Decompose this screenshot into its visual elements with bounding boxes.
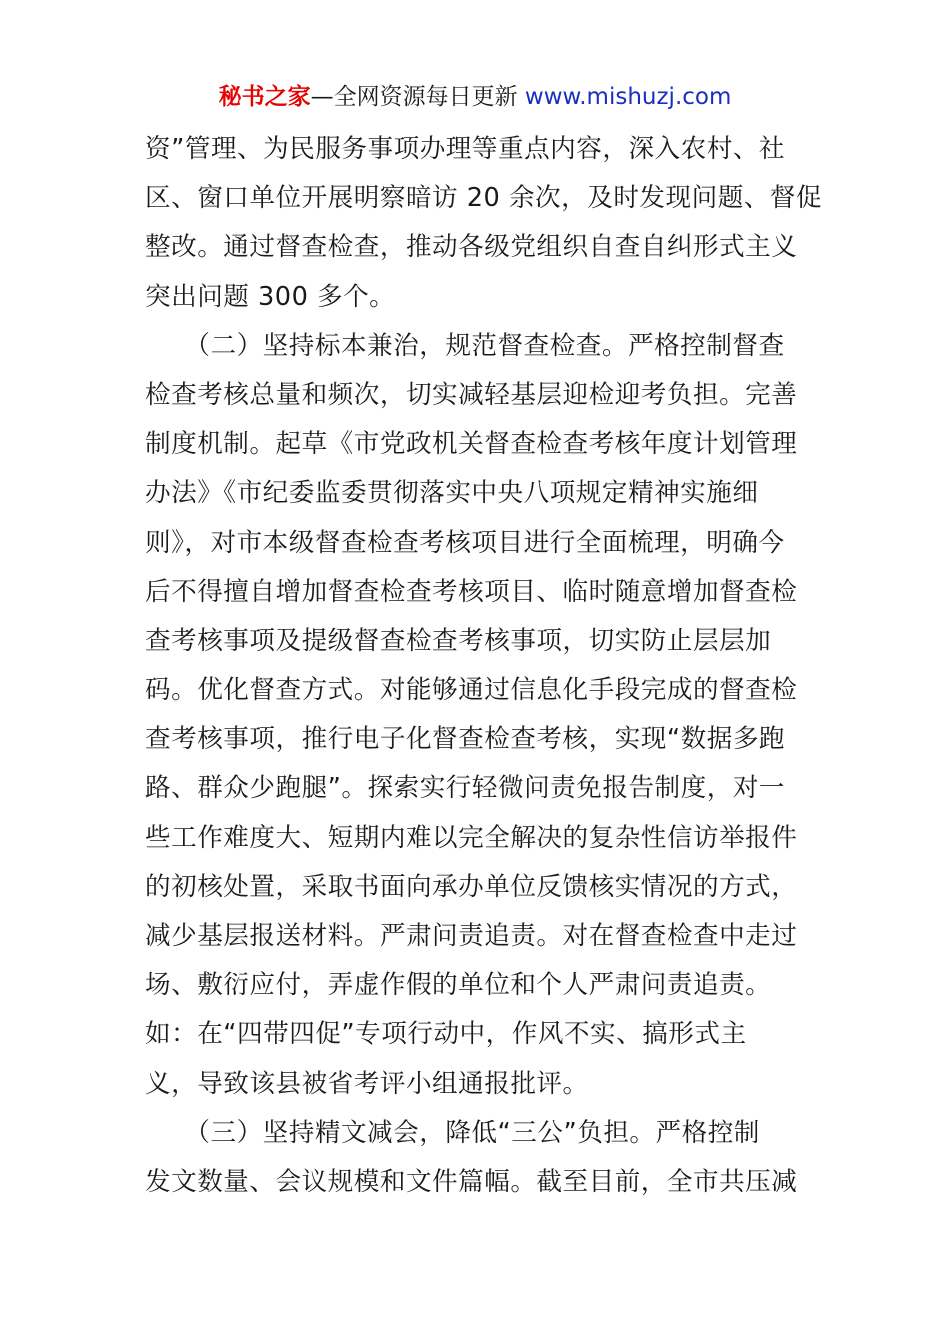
text-line: 办法》《市纪委监委贯彻落实中央八项规定精神实施细 <box>145 478 759 509</box>
text-line: 后不得擅自增加督查检查考核项目、临时随意增加督查检 <box>145 576 798 607</box>
text-line: 些工作难度大、短期内难以完全解决的复杂性信访举报件 <box>145 822 798 853</box>
text-line: 路、群众少跑腿”。探索实行轻微问责免报告制度，对一 <box>145 773 786 804</box>
text-line: 发文数量、会议规模和文件篇幅。截至目前，全市共压减 <box>145 1166 798 1197</box>
site-brand: 秘书之家 <box>218 84 311 110</box>
site-tagline: —全网资源每日更新 <box>310 84 525 110</box>
text-line: 整改。通过督查检查，推动各级党组织自查自纠形式主义 <box>145 232 798 263</box>
text-line: 义，导致该县被省考评小组通报批评。 <box>145 1068 589 1099</box>
text-line: 码。优化督查方式。对能够通过信息化手段完成的督查检 <box>145 675 798 706</box>
text-line: 突出问题 300 多个。 <box>145 281 396 312</box>
text-line: 如：在“四带四促”专项行动中，作风不实、搞形式主 <box>145 1019 747 1050</box>
text-line: 资”管理、为民服务事项办理等重点内容，深入农村、社 <box>145 134 786 164</box>
text-line: 查考核事项及提级督查检查考核事项，切实防止层层加 <box>145 625 772 656</box>
text-line: 查考核事项，推行电子化督查检查考核，实现“数据多跑 <box>145 724 786 755</box>
text-line: 的初核处置，采取书面向承办单位反馈核实情况的方式， <box>145 871 798 902</box>
document-body <box>145 125 823 1207</box>
text-line: （二）坚持标本兼治，规范督查检查。严格控制督查 <box>145 330 785 361</box>
text-line: 制度机制。起草《市党政机关督查检查考核年度计划管理 <box>145 429 798 460</box>
page-header <box>0 82 950 112</box>
text-line: 减少基层报送材料。严肃问责追责。对在督查检查中走过 <box>145 921 798 951</box>
text-line: （三）坚持精文减会，降低“三公”负担。严格控制 <box>145 1117 760 1148</box>
text-line: 场、敷衍应付，弄虚作假的单位和个人严肃问责追责。 <box>145 970 772 1001</box>
text-line: 则》，对市本级督查检查考核项目进行全面梳理，明确今 <box>145 527 785 558</box>
text-line: 区、窗口单位开展明察暗访 20 余次，及时发现问题、督促 <box>145 183 823 214</box>
text-line: 检查考核总量和频次，切实减轻基层迎检迎考负担。完善 <box>145 379 798 410</box>
site-url-link[interactable]: www.mishuzj.com <box>524 84 732 110</box>
